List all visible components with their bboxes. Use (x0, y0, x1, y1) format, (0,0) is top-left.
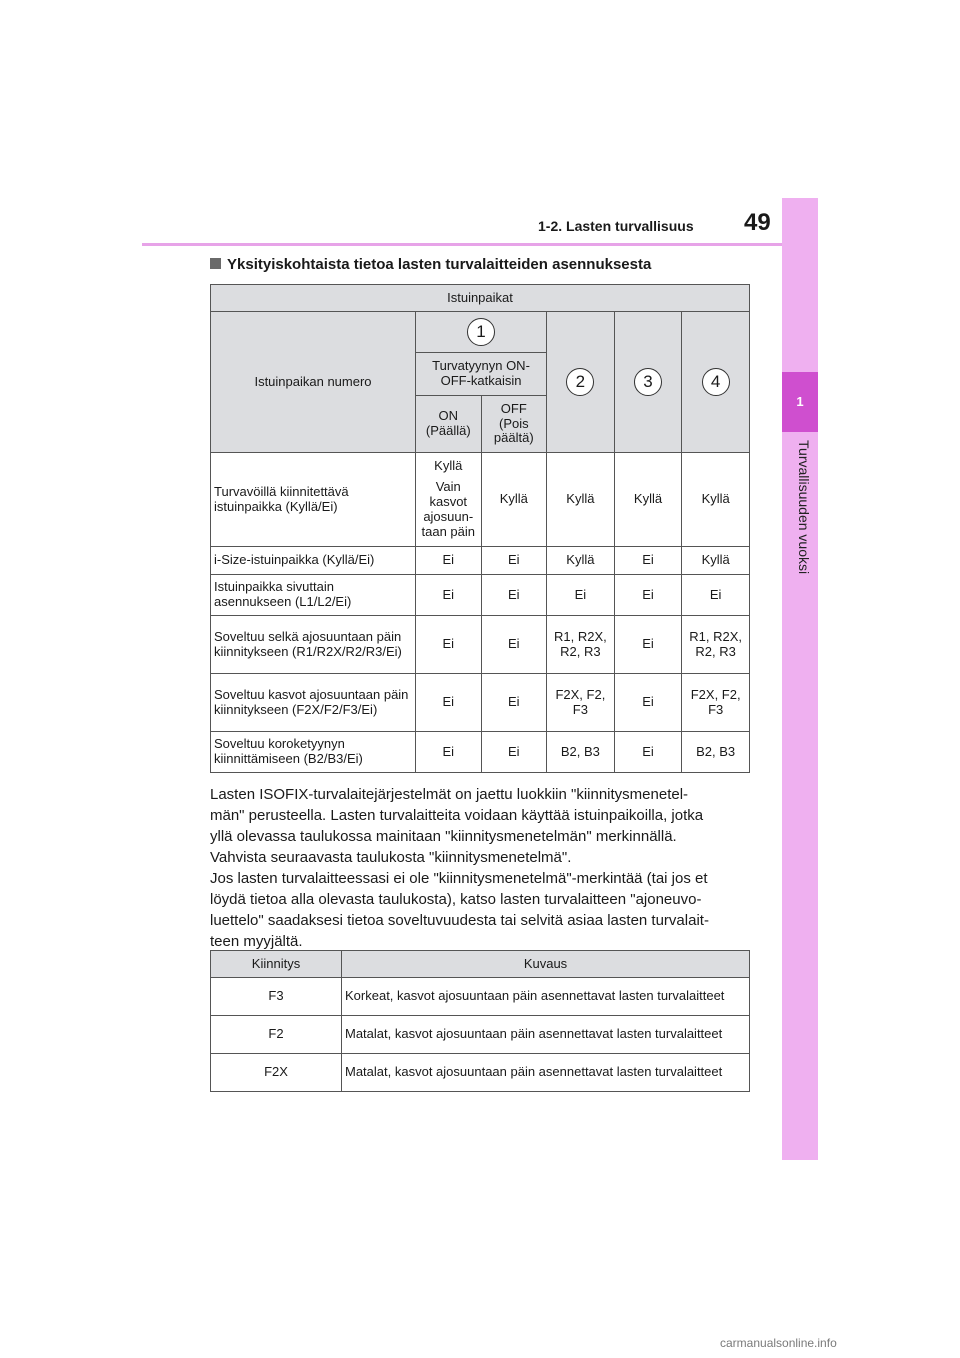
cell-seat1-off: Ei (481, 674, 547, 732)
cell-seat3: Ei (614, 547, 682, 575)
cell-seat1-off: Ei (481, 575, 547, 616)
seat-3-header (614, 312, 682, 453)
section-heading (210, 256, 651, 273)
cell-sub-text: Vain kasvot ajosuun-taan päin (421, 479, 475, 539)
cell-seat2: R1, R2X, R2, R3 (547, 616, 615, 674)
seat-1-number: 1 (467, 318, 495, 346)
seat-4-number: 4 (702, 368, 730, 396)
cell-seat4: Kyllä (682, 453, 750, 547)
watermark: carmanualsonline.info (720, 1336, 837, 1350)
cell-seat1-on: Ei (415, 547, 481, 575)
paragraph-line: Jos lasten turvalaitteessasi ei ole "kiinnitysmenetelmä"-merkintää (tai jos et (210, 870, 708, 887)
cell-seat3: Ei (614, 575, 682, 616)
cell-seat4: F2X, F2, F3 (682, 674, 750, 732)
description-header: Kuvaus (342, 951, 750, 978)
table-row (211, 575, 750, 616)
cell-seat1-on: Ei (415, 575, 481, 616)
square-bullet-icon (210, 258, 221, 269)
cell-seat3: Ei (614, 732, 682, 773)
cell-seat1-on (415, 453, 481, 547)
table-row (211, 1016, 750, 1054)
paragraph-line: män" perusteella. Lasten turvalaitteita voidaan käyttää istuinpaikoilla, jotka (210, 807, 704, 824)
paragraph-line: teen myyjältä. (210, 933, 303, 950)
paragraph-line: yllä olevassa taulukossa mainitaan "kiinnitysmenetelmän" merkinnällä. (210, 828, 677, 845)
chapter-side-tab (782, 198, 818, 1160)
row-label: Soveltuu koroketyynyn kiinnittämiseen (B2/B3/Ei) (211, 732, 416, 773)
seat-positions-table (210, 284, 750, 773)
chapter-number-tab: 1 (782, 372, 818, 432)
fixture-code: F3 (211, 978, 342, 1016)
cell-seat3: Kyllä (614, 453, 682, 547)
airbag-switch-label: Turvatyynyn ON-OFF-katkaisin (415, 353, 546, 396)
row-label: Istuinpaikka sivuttain asennukseen (L1/L2/Ei) (211, 575, 416, 616)
row-label: Soveltuu kasvot ajosuuntaan päin kiinnitykseen (F2X/F2/F3/Ei) (211, 674, 416, 732)
cell-seat1-off: Kyllä (481, 453, 547, 547)
cell-seat2: F2X, F2, F3 (547, 674, 615, 732)
paragraph-line: luettelo" saadaksesi tietoa soveltuvuudesta tai selvitä asiaa lasten turvalait- (210, 912, 709, 929)
cell-seat2: Kyllä (547, 453, 615, 547)
row-label: Soveltuu selkä ajosuuntaan päin kiinnitykseen (R1/R2X/R2/R3/Ei) (211, 616, 416, 674)
paragraph-line: Vahvista seuraavasta taulukosta "kiinnitysmenetelmä". (210, 849, 572, 866)
cell-seat1-off: Ei (481, 732, 547, 773)
seat-1-header (415, 312, 546, 353)
seat-number-label: Istuinpaikan numero (211, 312, 416, 453)
seat-2-number: 2 (566, 368, 594, 396)
page-number: 49 (744, 209, 771, 236)
seat-3-number: 3 (634, 368, 662, 396)
section-heading-text: Yksityiskohtaista tietoa lasten turvalaitteiden asennuksesta (227, 256, 652, 273)
table-row (211, 547, 750, 575)
body-paragraph (210, 784, 758, 952)
table-row (211, 1054, 750, 1092)
fixture-description: Matalat, kasvot ajosuuntaan päin asennettavat lasten turvalaitteet (342, 1054, 750, 1092)
cell-seat2: Kyllä (547, 547, 615, 575)
fixture-code: F2 (211, 1016, 342, 1054)
table-title: Istuinpaikat (211, 285, 750, 312)
cell-seat4: R1, R2X, R2, R3 (682, 616, 750, 674)
seat-4-header (682, 312, 750, 453)
airbag-on-label: ON (Päällä) (415, 396, 481, 453)
table-row (211, 674, 750, 732)
cell-seat2: B2, B3 (547, 732, 615, 773)
fixture-code: F2X (211, 1054, 342, 1092)
table-row (211, 732, 750, 773)
header-section-title: 1-2. Lasten turvallisuus (538, 218, 694, 234)
seat-2-header (547, 312, 615, 453)
table-row (211, 978, 750, 1016)
cell-main-text: Kyllä (434, 458, 463, 474)
chapter-side-label: Turvallisuuden vuoksi (796, 440, 812, 575)
table-row (211, 453, 750, 547)
paragraph-line: Lasten ISOFIX-turvalaitejärjestelmät on jaettu luokkiin "kiinnitysmenetel- (210, 786, 689, 803)
table-row (211, 616, 750, 674)
cell-seat2: Ei (547, 575, 615, 616)
cell-seat1-on: Ei (415, 616, 481, 674)
cell-seat1-off: Ei (481, 616, 547, 674)
cell-seat3: Ei (614, 616, 682, 674)
row-label: i-Size-istuinpaikka (Kyllä/Ei) (211, 547, 416, 575)
cell-seat4: Ei (682, 575, 750, 616)
cell-seat4: B2, B3 (682, 732, 750, 773)
cell-seat4: Kyllä (682, 547, 750, 575)
header-divider (142, 243, 782, 246)
row-label: Turvavöillä kiinnitettävä istuinpaikka (Kyllä/Ei) (211, 453, 416, 547)
fixture-table (210, 950, 750, 1092)
airbag-off-label: OFF (Pois päältä) (481, 396, 547, 453)
paragraph-line: löydä tietoa alla olevasta taulukosta), katso lasten turvalaitteen "ajoneuvo- (210, 891, 702, 908)
fixture-description: Matalat, kasvot ajosuuntaan päin asennettavat lasten turvalaitteet (342, 1016, 750, 1054)
cell-seat1-on: Ei (415, 674, 481, 732)
cell-seat1-on: Ei (415, 732, 481, 773)
cell-seat1-off: Ei (481, 547, 547, 575)
fixture-description: Korkeat, kasvot ajosuuntaan päin asennettavat lasten turvalaitteet (342, 978, 750, 1016)
cell-seat3: Ei (614, 674, 682, 732)
fixture-header: Kiinnitys (211, 951, 342, 978)
